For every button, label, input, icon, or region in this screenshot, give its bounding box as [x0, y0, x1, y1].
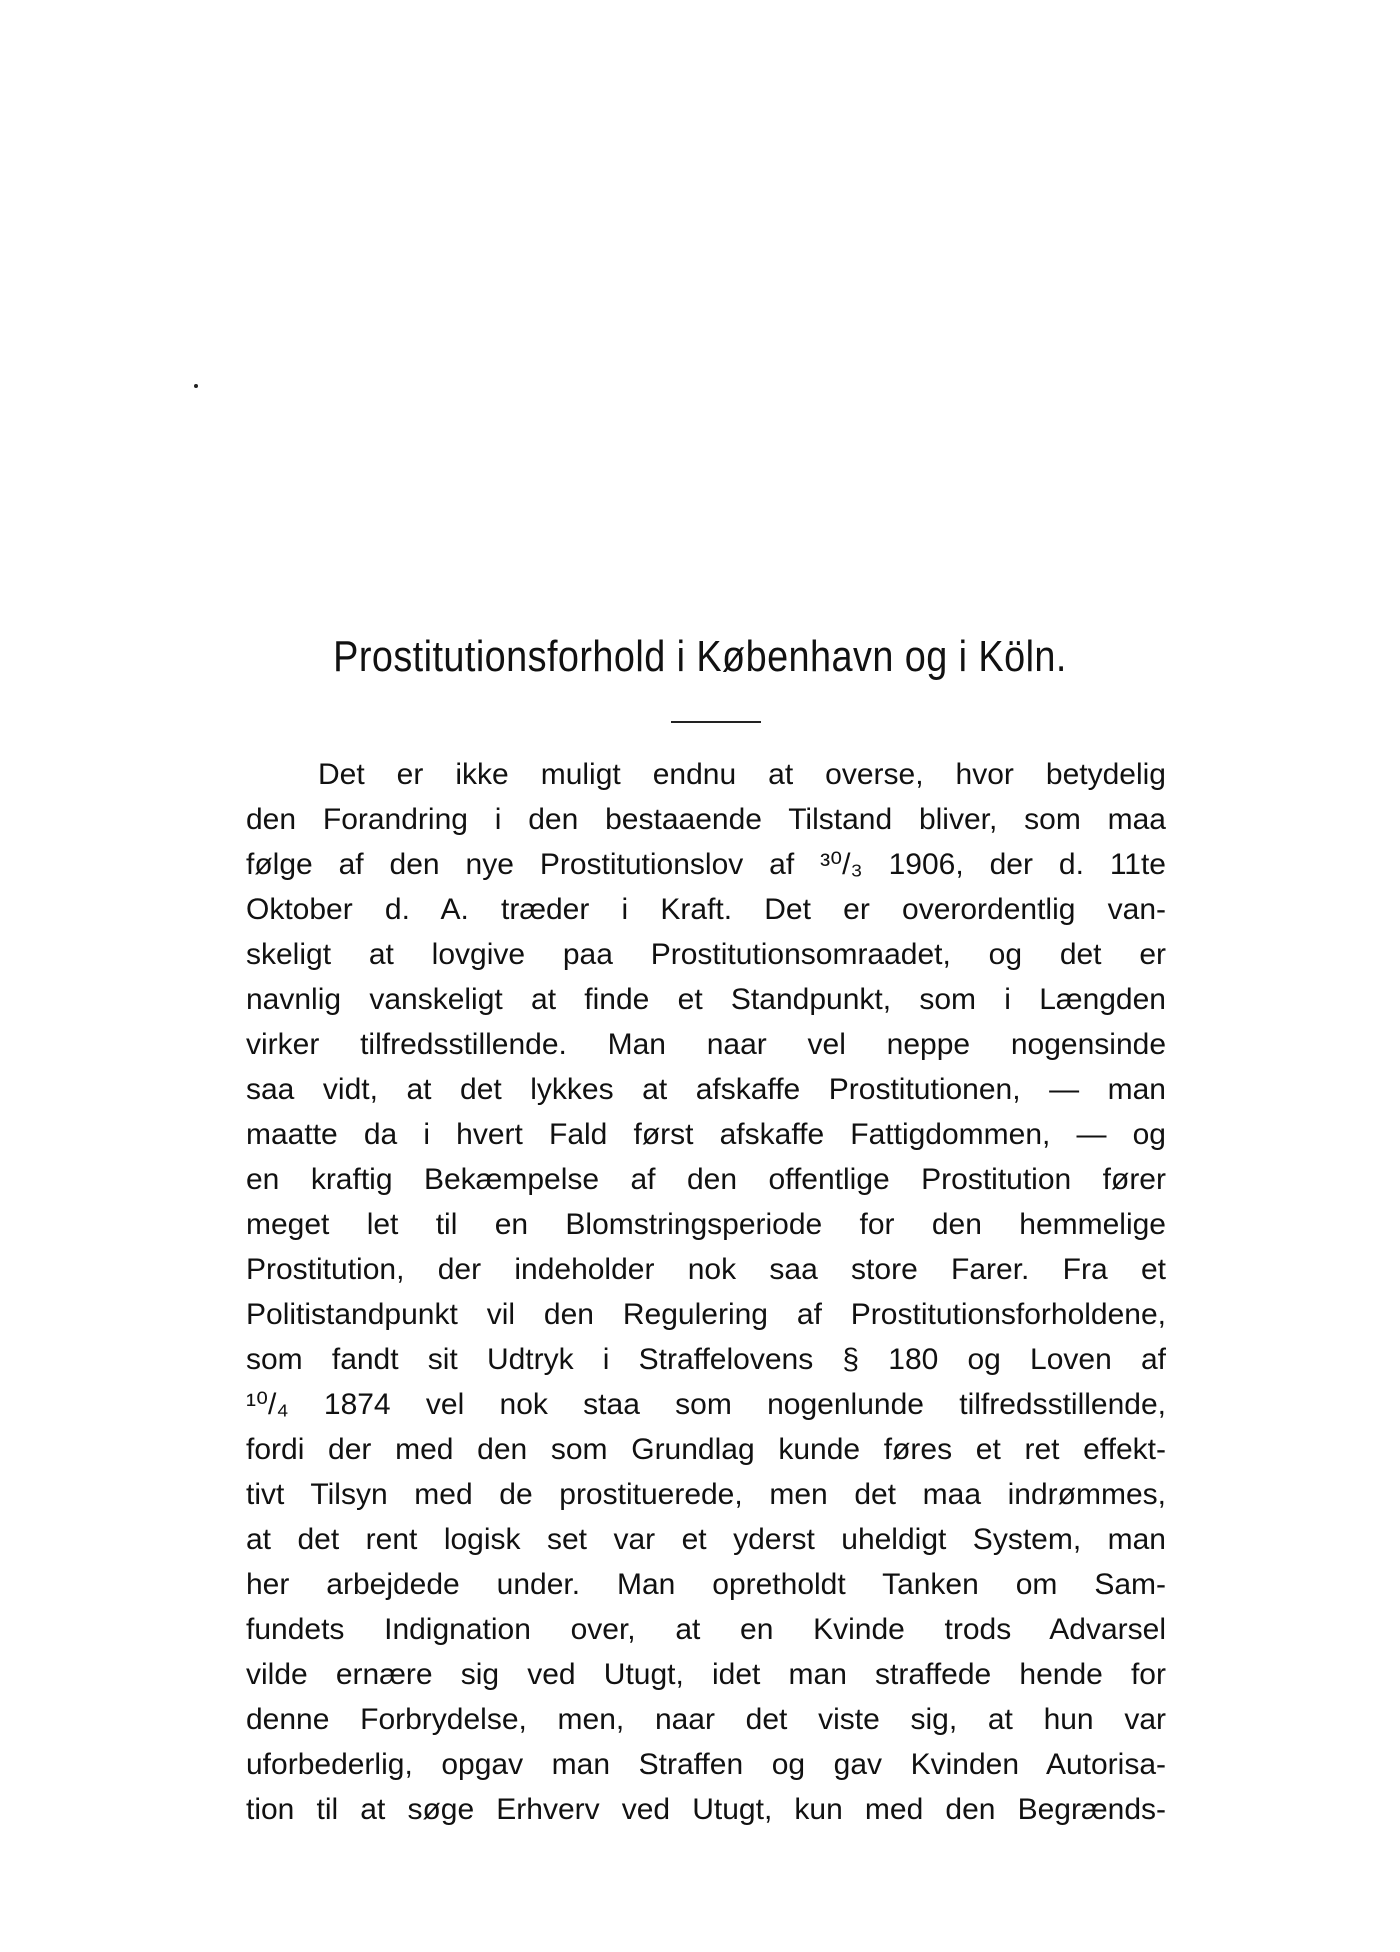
page-title: Prostitutionsforhold i København og i Köln.	[333, 632, 1067, 681]
text-line: meget let til en Blomstringsperiode for den hemmelige	[246, 1208, 1166, 1241]
text-line: skeligt at lovgive paa Prostitutionsomraadet, og det er	[246, 938, 1166, 971]
text-line: fordi der med den som Grundlag kunde føres et ret effekt-	[246, 1433, 1166, 1466]
text-line: tion til at søge Erhverv ved Utugt, kun med den Begrænds-	[246, 1793, 1166, 1826]
text-line: maatte da i hvert Fald først afskaffe Fattigdommen, — og	[246, 1118, 1166, 1151]
text-line: navnlig vanskeligt at finde et Standpunkt, som i Længden	[246, 983, 1166, 1016]
text-line: ¹⁰/₄ 1874 vel nok staa som nogenlunde tilfredsstillende,	[246, 1388, 1166, 1421]
text-line: tivt Tilsyn med de prostituerede, men det maa indrømmes,	[246, 1478, 1166, 1511]
text-line: Politistandpunkt vil den Regulering af Prostitutionsforholdene,	[246, 1298, 1166, 1331]
text-line: her arbejdede under. Man opretholdt Tanken om Sam-	[246, 1568, 1166, 1601]
text-line: at det rent logisk set var et yderst uheldigt System, man	[246, 1523, 1166, 1556]
text-line: følge af den nye Prostitutionslov af ³⁰/₃ 1906, der d. 11te	[246, 848, 1166, 881]
print-speck	[194, 384, 198, 388]
text-line: Oktober d. A. træder i Kraft. Det er overordentlig van-	[246, 893, 1166, 926]
text-line: en kraftig Bekæmpelse af den offentlige Prostitution fører	[246, 1163, 1166, 1196]
text-line: vilde ernære sig ved Utugt, idet man straffede hende for	[246, 1658, 1166, 1691]
text-line: virker tilfredsstillende. Man naar vel neppe nogensinde	[246, 1028, 1166, 1061]
body-paragraph	[246, 752, 1166, 1832]
text-line: den Forandring i den bestaaende Tilstand bliver, som maa	[246, 803, 1166, 836]
text-line: saa vidt, at det lykkes at afskaffe Prostitutionen, — man	[246, 1073, 1166, 1106]
text-line: Det er ikke muligt endnu at overse, hvor betydelig	[318, 758, 1166, 791]
title-divider	[671, 721, 761, 723]
text-line: som fandt sit Udtryk i Straffelovens § 180 og Loven af	[246, 1343, 1166, 1376]
text-line: uforbederlig, opgav man Straffen og gav Kvinden Autorisa-	[246, 1748, 1166, 1781]
text-line: Prostitution, der indeholder nok saa store Farer. Fra et	[246, 1253, 1166, 1286]
text-line: fundets Indignation over, at en Kvinde trods Advarsel	[246, 1613, 1166, 1646]
text-line: denne Forbrydelse, men, naar det viste sig, at hun var	[246, 1703, 1166, 1736]
